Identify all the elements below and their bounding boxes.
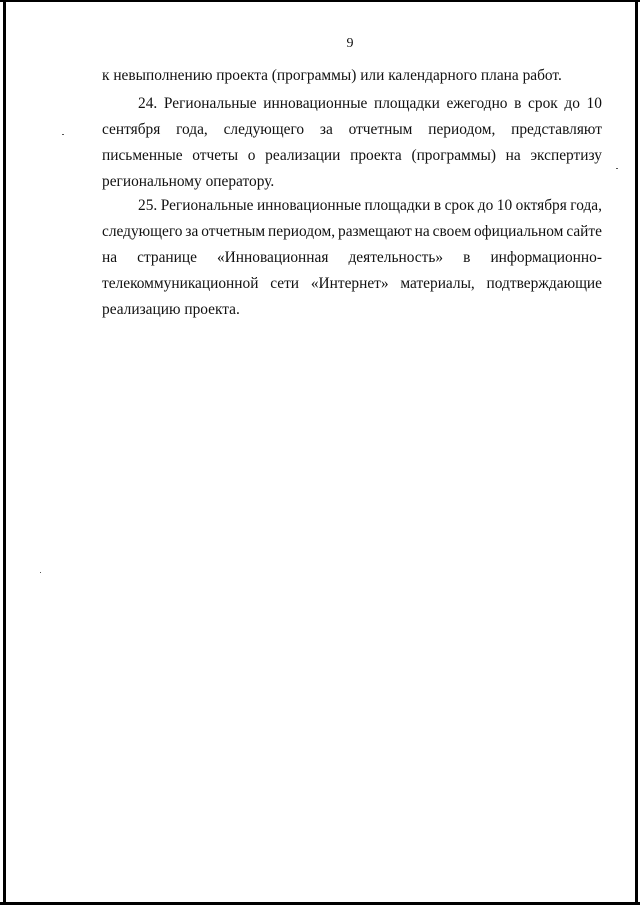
- word: 24.: [138, 95, 158, 112]
- text-line: реализацию проекта.: [102, 301, 240, 318]
- word: «Инновационная: [216, 249, 329, 266]
- word: отчеты: [192, 147, 239, 164]
- page-number: 9: [346, 36, 354, 51]
- word: за: [319, 121, 333, 138]
- word: инновационные: [263, 95, 368, 112]
- scan-speck: [40, 572, 41, 573]
- text-line: [102, 146, 602, 166]
- word: (программы): [411, 147, 496, 164]
- word: на: [102, 249, 118, 266]
- scan-border-left: [3, 0, 6, 905]
- word: Региональные: [163, 95, 257, 112]
- word: до: [564, 95, 580, 112]
- word: периодом,: [268, 223, 336, 240]
- word: подтверждающие: [486, 275, 602, 292]
- word: проекта: [350, 147, 402, 164]
- word: следующего: [102, 223, 183, 240]
- scan-speck: [616, 168, 618, 169]
- scan-speck: [62, 134, 64, 135]
- word: сайте: [566, 223, 602, 240]
- word: реализации: [265, 147, 341, 164]
- word: периодом,: [428, 121, 496, 138]
- word: 10: [586, 95, 602, 112]
- word: сети: [270, 275, 300, 292]
- text-line: [102, 222, 602, 242]
- word: до: [477, 197, 494, 214]
- word: о: [247, 147, 256, 164]
- word: своем: [432, 223, 472, 240]
- word: «Интернет»: [310, 275, 389, 292]
- scan-border-top: [0, 0, 640, 2]
- word: октября: [515, 197, 567, 214]
- text-line: [102, 274, 602, 294]
- text-line: региональному оператору.: [102, 173, 275, 190]
- scan-border-right: [635, 0, 638, 905]
- word: площадки: [374, 95, 440, 112]
- word: информационно-: [490, 249, 602, 266]
- word: на: [505, 147, 521, 164]
- word: отчетным: [348, 121, 413, 138]
- word: материалы,: [400, 275, 475, 292]
- word: года,: [570, 197, 602, 214]
- word: размещают: [338, 223, 412, 240]
- word: в: [433, 197, 442, 214]
- word: деятельность»: [348, 249, 444, 266]
- word: представляют: [511, 121, 602, 138]
- word: инновационные: [256, 197, 362, 214]
- word: отчетным: [201, 223, 266, 240]
- word: официальном: [473, 223, 564, 240]
- word: в: [514, 95, 522, 112]
- word: за: [185, 223, 199, 240]
- word: ежегодно: [446, 95, 508, 112]
- word: странице: [137, 249, 197, 266]
- word: телекоммуникационной: [102, 275, 259, 292]
- word: 10: [496, 197, 513, 214]
- word: письменные: [102, 147, 183, 164]
- word: Региональные: [160, 197, 254, 214]
- text-line: [138, 94, 602, 114]
- word: на: [414, 223, 430, 240]
- word: экспертизу: [530, 147, 602, 164]
- word: 25.: [138, 197, 158, 214]
- text-line: к невыполнению проекта (программы) или календарного плана работ.: [102, 67, 562, 84]
- word: сентября: [102, 121, 161, 138]
- word: в: [463, 249, 471, 266]
- text-line: [138, 196, 602, 216]
- word: срок: [444, 197, 475, 214]
- word: срок: [528, 95, 558, 112]
- word: следующего: [223, 121, 305, 138]
- word: площадки: [364, 197, 431, 214]
- text-line: [102, 248, 602, 268]
- text-line: [102, 120, 602, 140]
- word: года,: [176, 121, 208, 138]
